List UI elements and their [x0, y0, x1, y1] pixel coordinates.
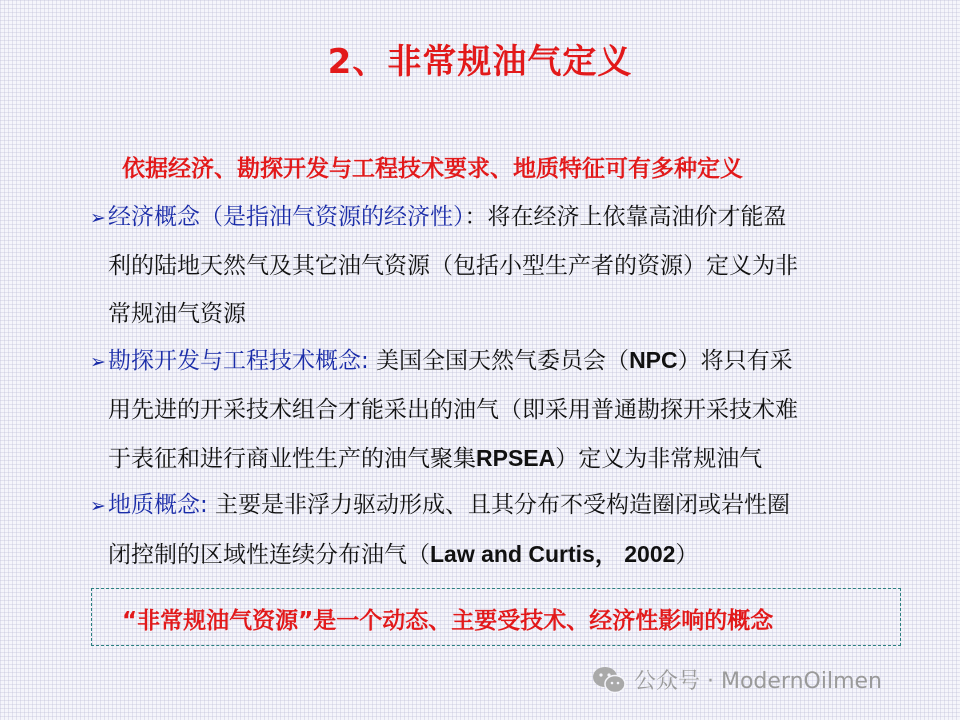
bullet-text: 将在经济上依靠高油价才能盈	[487, 204, 787, 230]
bullet-abbrev: RPSEA	[476, 445, 556, 471]
bullet-separator: :	[361, 348, 369, 374]
bullet-text: 于表征和进行商业性生产的油气聚集	[108, 446, 476, 472]
arrow-bullet-icon: ➢	[90, 351, 106, 373]
bullet-engineering	[90, 336, 920, 483]
bullet-text: ）	[675, 542, 699, 568]
bullet-line: 用先进的开采技术组合才能采出的油气（即采用普通勘探开采技术难	[108, 397, 798, 423]
bullet-line	[90, 530, 920, 579]
bullet-term: 经济概念（是指油气资源的经济性）	[108, 204, 465, 230]
callout-text: “非常规油气资源”是一个动态、主要受技术、经济性影响的概念	[122, 608, 774, 634]
bullet-line	[90, 481, 920, 530]
bullet-text: 闭控制的区域性连续分布油气（	[108, 542, 430, 568]
bullet-separator: ：	[464, 204, 488, 230]
bullet-line	[90, 434, 920, 483]
slide-title: 2、非常规油气定义	[327, 42, 633, 82]
bullet-citation: Law and Curtis， 2002	[430, 541, 676, 567]
arrow-bullet-icon: ➢	[90, 495, 106, 517]
bullet-text: ）将只有采	[677, 348, 793, 374]
arrow-bullet-icon: ➢	[90, 207, 106, 229]
watermark	[592, 664, 882, 695]
bullet-text: 主要是非浮力驱动形成、且其分布不受构造圈闭或岩性圈	[207, 492, 791, 518]
bullet-separator: :	[200, 492, 208, 518]
bullet-term: 勘探开发与工程技术概念	[108, 348, 361, 374]
bullet-geologic	[90, 481, 920, 579]
callout-box	[91, 588, 901, 646]
bullet-text: 美国全国天然气委员会（	[368, 348, 630, 374]
bullet-abbrev: NPC	[629, 347, 678, 373]
watermark-text: 公众号 · ModernOilmen	[634, 669, 882, 694]
bullet-line: 利的陆地天然气及其它油气资源（包括小型生产者的资源）定义为非	[108, 253, 798, 279]
bullet-line	[90, 336, 920, 386]
bullet-line: 常规油气资源	[108, 301, 246, 327]
bullet-line	[90, 193, 920, 242]
bullet-text: ）定义为非常规油气	[555, 446, 763, 472]
slide-subtitle: 依据经济、勘探开发与工程技术要求、地质特征可有多种定义	[122, 156, 743, 182]
bullet-term: 地质概念	[108, 492, 200, 518]
wechat-icon	[592, 665, 626, 695]
bullet-economic	[90, 193, 920, 338]
